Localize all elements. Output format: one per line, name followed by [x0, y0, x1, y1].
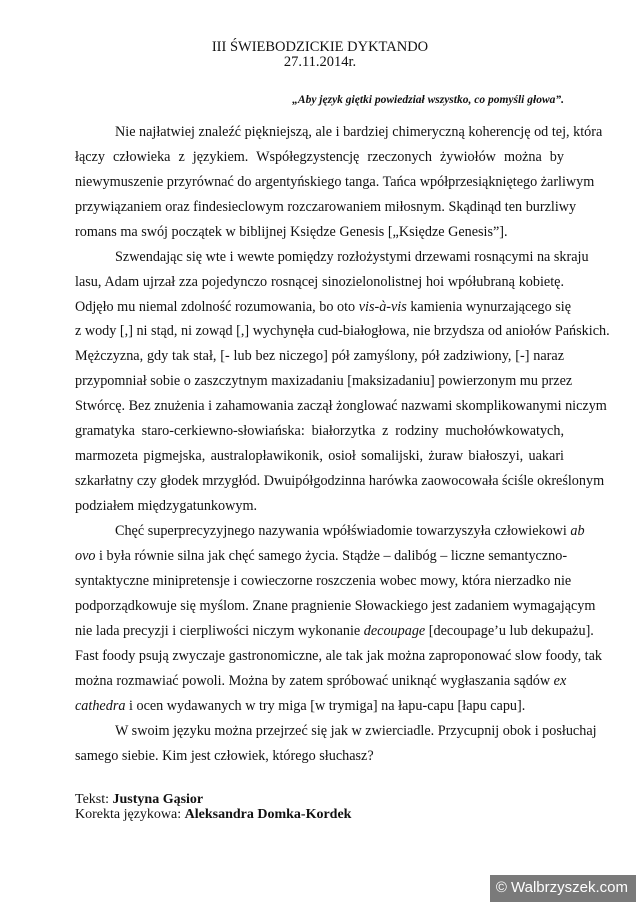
text-line: łączy człowieka z językiem. Współegzystencję rzeczonych żywiołów można by — [75, 149, 564, 165]
text-line: Nie najłatwiej znaleźć piękniejszą, ale i bardziej chimeryczną koherencję od tej, która — [115, 124, 603, 140]
credit-proofreader — [75, 807, 351, 823]
document-date: 27.11.2014r. — [283, 54, 357, 70]
text-line: Stwórcę. Bez znużenia i zahamowania zaczął żonglować nazwami skomplikowanymi niczym — [75, 398, 607, 414]
text-line: cathedra i ocen wydawanych w try miga [w trymiga] na łapu-capu [łapu capu]. — [75, 698, 526, 714]
text-line: przypomniał sobie o zaszczytnym maxizadaniu [maksizadaniu] powierzonym mu przez — [75, 373, 573, 389]
text-line: romans ma swój początek w biblijnej Księdze Genesis [„Księdze Genesis”]. — [75, 224, 508, 240]
text-line: lasu, Adam ujrzał zza pojedynczo rosnącej sinozielonolistnej hoi wpółubraną kobietę. — [75, 274, 564, 290]
text-line: niewymuszenie przyrównać do argentyńskiego tanga. Tańca wpółprzesiąkniętego żarliwym — [75, 174, 595, 190]
text-line: można rozmawiać powoli. Można by zatem spróbować uniknąć wygłaszania sądów ex — [75, 673, 567, 689]
watermark: © Walbrzyszek.com — [490, 875, 636, 902]
text-line: Mężczyzna, gdy tak stał, [- lub bez niczego] pół zamyślony, pół zadziwiony, [-] naraz — [75, 348, 564, 364]
credit-author — [75, 792, 203, 808]
text-line: marmozeta pigmejska, australopławikonik, osioł somalijski, żuraw białoszyi, uakari — [75, 448, 564, 464]
credit-author-label: Tekst: — [75, 792, 110, 807]
credit-proofreader-name: Aleksandra Domka-Kordek — [184, 807, 352, 822]
text-line: Fast foody psują zwyczaje gastronomiczne, ale tak jak można zaproponować slow foody, tak — [75, 648, 602, 664]
document-motto: „Aby język giętki powiedział wszystko, co pomyśli głowa”. — [292, 94, 564, 106]
text-line: szkarłatny czy głodek mrzygłód. Dwuipółgodzinna harówka zaowocowała ściśle określonym — [75, 473, 605, 489]
credit-proofreader-label: Korekta językowa: — [75, 807, 182, 822]
text-line: syntaktyczne minipretensje i cowieczorne roszczenia wobec mowy, która nierzadko nie — [75, 573, 572, 589]
credit-author-name: Justyna Gąsior — [112, 792, 204, 807]
document-title: III ŚWIEBODZICKIE DYKTANDO — [211, 39, 429, 55]
text-line: przywiązaniem oraz findesieclowym rozczarowaniem miłosnym. Skądinąd ten burzliwy — [75, 199, 577, 215]
text-line: podziałem międzygatunkowym. — [75, 498, 258, 514]
text-line: W swoim języku można przejrzeć się jak w zwierciadle. Przycupnij obok i posłuchaj — [115, 723, 597, 739]
text-line: podporządkowuje się myślom. Znane pragnienie Słowackiego jest zadaniem wymagającym — [75, 598, 596, 614]
text-line: ovo i była równie silna jak chęć samego życia. Stądże – dalibóg – liczne semantyczno- — [75, 548, 568, 564]
text-line: Odjęło mu niemal zdolność rozumowania, bo oto vis-à-vis kamienia wynurzającego się — [75, 299, 572, 315]
text-line: gramatyka staro-cerkiewno-słowiańska: białorzytka z rodziny muchołówkowatych, — [75, 423, 564, 439]
text-line: samego siebie. Kim jest człowiek, którego słuchasz? — [75, 748, 374, 764]
text-line: z wody [,] ni stąd, ni zowąd [,] wychynęła cud-białogłowa, nie brzydsza od aniołów Pańskich. — [75, 323, 610, 339]
text-line: nie lada precyzji i cierpliwości niczym wykonanie decoupage [decoupage’u lub dekupażu]. — [75, 623, 594, 639]
text-line: Szwendając się wte i wewte pomiędzy rozłożystymi drzewami rosnącymi na skraju — [115, 249, 589, 265]
text-line: Chęć superprecyzyjnego nazywania wpółświadomie towarzyszyła człowiekowi ab — [115, 523, 585, 539]
